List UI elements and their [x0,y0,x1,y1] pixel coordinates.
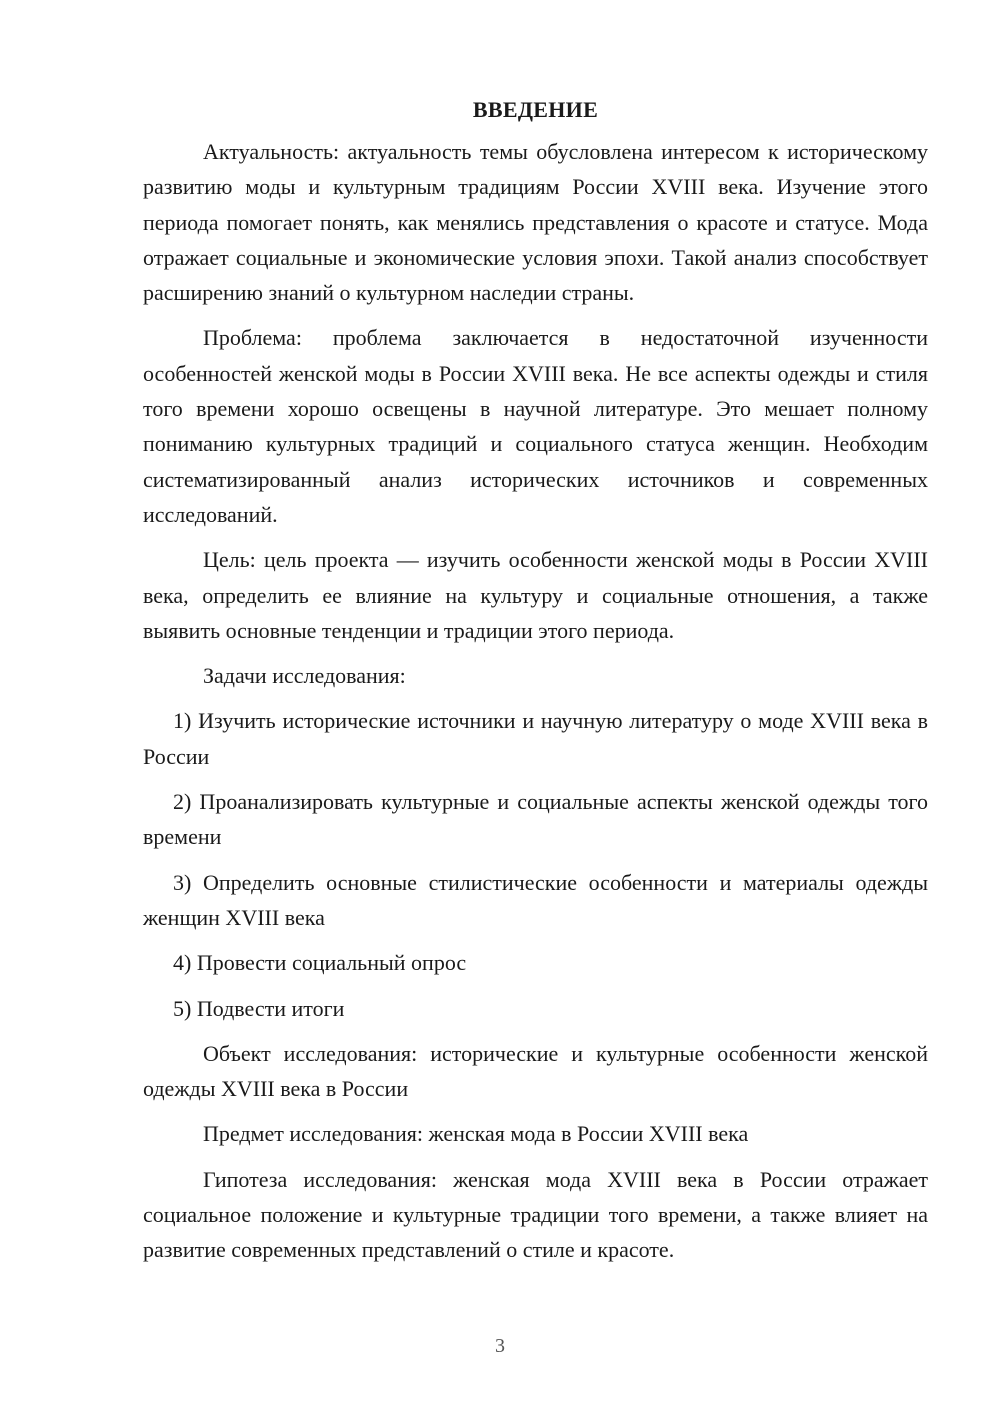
paragraph-object: Объект исследования: исторические и культурные особенности женской одежды XVIII века в России [143,1040,928,1102]
task-list-item: 1) Изучить исторические источники и научную литературу о моде XVIII века в России [143,708,928,769]
paragraph-hypothesis: Гипотеза исследования: женская мода XVIII века в России отражает социальное положение и культурные традиции того времени, а также влияет на развитие современных представлений о стиле и красоте. [143,1166,928,1263]
page-heading: ВВЕДЕНИЕ [472,97,599,122]
task-list-item: 4) Провести социальный опрос [173,950,467,976]
paragraph-goal: Цель: цель проекта — изучить особенности женской моды в России XVIII века, определить ее влияние на культуру и социальные отношения, а также выявить основные тенденции и традиции этого периода. [143,547,928,643]
task-list-item: 3) Определить основные стилистические особенности и материалы одежды женщин XVIII века [143,869,928,930]
paragraph-relevance: Актуальность: актуальность темы обусловлена интересом к историческому развитию моды и культурным традициям России XVIII века. Изучение этого периода помогает понять, как менялись представления о красоте и статусе. Мода отражает социальные и экономические условия эпохи. Такой анализ способствует расширению знаний о культурном наследии страны. [143,139,928,306]
task-list-item: 5) Подвести итоги [173,995,345,1021]
page-content [143,94,928,1278]
paragraph-subject: Предмет исследования: женская мода в России XVIII века [203,1121,749,1147]
task-list-item: 2) Проанализировать культурные и социальные аспекты женской одежды того времени [143,789,928,850]
page-number: 3 [495,1335,505,1357]
paragraph-tasks-intro: Задачи исследования: [203,663,406,689]
paragraph-problem: Проблема: проблема заключается в недостаточной изученности особенностей женской моды в России XVIII века. Не все аспекты одежды и стиля того времени хорошо освещены в научной литературе. Это мешает полному пониманию культурных традиций и социального статуса женщин. Необходим систематизированный анализ исторических источников и современных исследований. [143,325,928,527]
